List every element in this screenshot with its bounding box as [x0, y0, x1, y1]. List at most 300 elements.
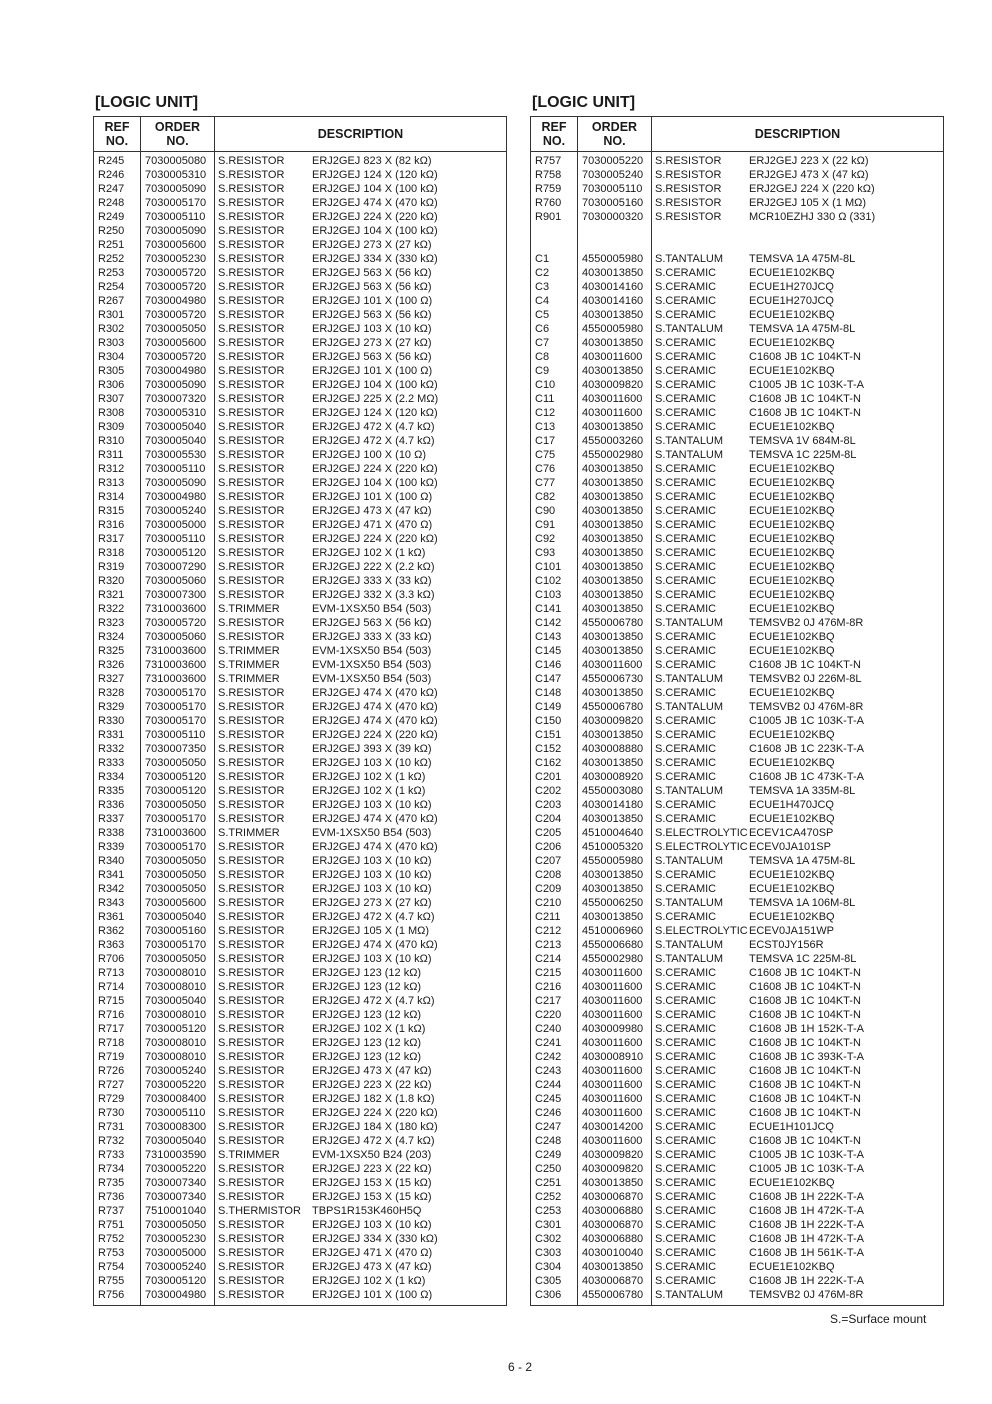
order-no-cell: 4030013850 — [582, 337, 644, 349]
order-no-cell: 7030005220 — [145, 1163, 207, 1175]
part-number-cell: C1608 JB 1C 104KT-N — [749, 659, 861, 671]
table-row — [94, 518, 506, 532]
part-number-cell: ECUE1H270JCQ — [749, 281, 834, 293]
ref-cell: C6 — [535, 323, 550, 335]
ref-cell: R753 — [98, 1247, 125, 1259]
part-number-cell: ECUE1E102KBQ — [749, 869, 835, 881]
ref-cell: R301 — [98, 309, 125, 321]
order-no-cell: 7030005110 — [145, 463, 206, 475]
part-number-cell: ERJ2GEJ 473 X (47 kΩ) — [312, 505, 432, 517]
table-row — [531, 1022, 943, 1036]
ref-cell: R333 — [98, 757, 125, 769]
right-parts-table — [530, 116, 944, 1306]
ref-cell: C211 — [535, 911, 561, 923]
part-number-cell: EVM-1XSX50 B54 (503) — [312, 827, 432, 839]
order-no-cell: 7310003600 — [145, 659, 207, 671]
order-no-cell: 7030005090 — [145, 477, 207, 489]
table-body — [94, 154, 506, 1302]
ref-cell: R328 — [98, 687, 125, 699]
order-no-cell: 7030007340 — [145, 1177, 207, 1189]
part-number-cell: ERJ2GEJ 823 X (82 kΩ) — [312, 155, 432, 167]
order-no-cell: 7030005720 — [145, 281, 207, 293]
ref-cell: C3 — [535, 281, 550, 293]
table-row — [94, 644, 506, 658]
order-no-cell: 7030005120 — [145, 785, 207, 797]
order-no-cell: 4030014180 — [582, 799, 644, 811]
order-no-cell: 7030005040 — [145, 421, 207, 433]
table-row — [94, 1134, 506, 1148]
part-number-cell: C1608 JB 1C 104KT-N — [749, 393, 861, 405]
table-row — [531, 700, 943, 714]
part-number-cell: TBPS1R153K460H5Q — [312, 1205, 422, 1217]
ref-cell: C1 — [535, 253, 550, 265]
table-row — [94, 742, 506, 756]
ref-cell: R245 — [98, 155, 125, 167]
ref-cell: C93 — [535, 547, 556, 559]
table-row — [531, 1120, 943, 1134]
order-no-cell: 7030005120 — [145, 771, 207, 783]
part-type-cell: S.CERAMIC — [655, 1023, 717, 1035]
order-no-cell: 4550003080 — [582, 785, 644, 797]
part-number-cell: ERJ2GEJ 472 X (4.7 kΩ) — [312, 995, 435, 1007]
part-type-cell: S.RESISTOR — [218, 1023, 285, 1035]
part-type-cell: S.RESISTOR — [218, 1121, 285, 1133]
part-number-cell: ERJ2GEJ 105 X (1 MΩ) — [749, 197, 867, 209]
part-number-cell: ERJ2GEJ 224 X (220 kΩ) — [312, 1107, 438, 1119]
part-type-cell: S.RESISTOR — [218, 267, 285, 279]
table-row — [94, 574, 506, 588]
part-type-cell: S.RESISTOR — [218, 953, 285, 965]
order-no-cell: 4030014160 — [582, 281, 644, 293]
order-no-cell: 7030004980 — [145, 295, 207, 307]
order-no-cell: 7030005160 — [582, 197, 644, 209]
part-number-cell: ERJ2GEJ 100 X (10 Ω) — [312, 449, 426, 461]
order-no-cell: 4550006780 — [582, 701, 644, 713]
part-number-cell: ERJ2GEJ 224 X (220 kΩ) — [312, 211, 438, 223]
part-type-cell: S.CERAMIC — [655, 799, 717, 811]
order-no-cell: 7030005170 — [145, 813, 207, 825]
order-no-cell: 7030005240 — [145, 1065, 207, 1077]
part-number-cell: ERJ2GEJ 104 X (100 kΩ) — [312, 477, 438, 489]
part-type-cell: S.RESISTOR — [218, 183, 285, 195]
part-number-cell: ERJ2GEJ 332 X (3.3 kΩ) — [312, 589, 435, 601]
order-no-cell: 4030011600 — [582, 981, 643, 993]
part-type-cell: S.CERAMIC — [655, 1079, 717, 1091]
ref-cell: R727 — [98, 1079, 125, 1091]
part-type-cell: S.RESISTOR — [218, 421, 285, 433]
ref-cell: C253 — [535, 1205, 562, 1217]
part-type-cell: S.CERAMIC — [655, 687, 717, 699]
order-no-cell: 4550003260 — [582, 435, 644, 447]
ref-cell: C303 — [535, 1247, 562, 1259]
part-type-cell: S.RESISTOR — [218, 435, 285, 447]
part-number-cell: C1608 JB 1C 104KT-N — [749, 1037, 861, 1049]
table-row — [94, 462, 506, 476]
order-no-cell: 7030005310 — [145, 407, 207, 419]
ref-cell: C243 — [535, 1065, 562, 1077]
table-row — [94, 1232, 506, 1246]
part-type-cell: S.CERAMIC — [655, 995, 717, 1007]
part-type-cell: S.CERAMIC — [655, 757, 717, 769]
surface-mount-footnote: S.=Surface mount — [830, 1312, 927, 1326]
order-no-cell: 4030013850 — [582, 309, 644, 321]
ref-cell: R304 — [98, 351, 125, 363]
part-number-cell: TEMSVA 1A 475M-8L — [749, 855, 856, 867]
part-number-cell: C1608 JB 1H 561K-T-A — [749, 1247, 864, 1259]
part-number-cell: C1608 JB 1C 104KT-N — [749, 995, 861, 1007]
part-number-cell: ERJ2GEJ 123 (12 kΩ) — [312, 967, 422, 979]
part-number-cell: EVM-1XSX50 B54 (503) — [312, 659, 432, 671]
part-number-cell: EVM-1XSX50 B54 (503) — [312, 673, 432, 685]
part-number-cell: ERJ2GEJ 103 X (10 kΩ) — [312, 869, 432, 881]
part-type-cell: S.CERAMIC — [655, 491, 717, 503]
ref-cell: R267 — [98, 295, 125, 307]
left-section-title: [LOGIC UNIT] — [95, 94, 199, 111]
ref-cell: C13 — [535, 421, 556, 433]
ref-cell: R718 — [98, 1037, 125, 1049]
order-no-cell: 4030006880 — [582, 1233, 644, 1245]
part-type-cell: S.CERAMIC — [655, 477, 717, 489]
ref-cell: R312 — [98, 463, 125, 475]
ref-cell: C251 — [535, 1177, 562, 1189]
part-type-cell: S.RESISTOR — [218, 337, 285, 349]
ref-cell: C204 — [535, 813, 562, 825]
order-no-cell: 7030005170 — [145, 715, 207, 727]
table-row — [94, 700, 506, 714]
order-no-cell: 7030005170 — [145, 687, 207, 699]
part-number-cell: ECUE1E102KBQ — [749, 1177, 835, 1189]
order-no-cell: 7030005120 — [145, 547, 207, 559]
order-no-cell: 4030008920 — [582, 771, 644, 783]
ref-cell: C240 — [535, 1023, 562, 1035]
part-number-cell: ECUE1H101JCQ — [749, 1121, 834, 1133]
part-type-cell: S.RESISTOR — [218, 631, 285, 643]
part-number-cell: ECUE1E102KBQ — [749, 491, 835, 503]
table-row — [531, 518, 943, 532]
ref-cell: R316 — [98, 519, 125, 531]
table-row — [531, 350, 943, 364]
order-no-cell: 4550005980 — [582, 253, 644, 265]
part-type-cell: S.RESISTOR — [218, 1219, 285, 1231]
ref-cell: C148 — [535, 687, 562, 699]
part-type-cell: S.CERAMIC — [655, 421, 717, 433]
part-type-cell: S.CERAMIC — [655, 1135, 717, 1147]
ref-cell: C209 — [535, 883, 562, 895]
order-no-cell: 7030005090 — [145, 183, 207, 195]
table-row — [531, 266, 943, 280]
part-number-cell: ERJ2GEJ 102 X (1 kΩ) — [312, 547, 426, 559]
order-no-cell: 7030005170 — [145, 939, 207, 951]
order-no-cell: 4030013850 — [582, 477, 644, 489]
part-type-cell: S.RESISTOR — [218, 785, 285, 797]
ref-cell: R752 — [98, 1233, 125, 1245]
description-header: DESCRIPTION — [317, 127, 404, 141]
part-number-cell: C1608 JB 1C 104KT-N — [749, 1065, 861, 1077]
table-row — [94, 1190, 506, 1204]
ref-cell: C244 — [535, 1079, 562, 1091]
part-number-cell: ERJ2GEJ 473 X (47 kΩ) — [749, 169, 869, 181]
part-type-cell: S.RESISTOR — [218, 715, 285, 727]
order-no-cell: 4030011600 — [582, 407, 643, 419]
ref-no-header: REF NO. — [541, 120, 567, 148]
table-row — [94, 560, 506, 574]
part-number-cell: ERJ2GEJ 124 X (120 kΩ) — [312, 407, 438, 419]
part-number-cell: TEMSVA 1A 335M-8L — [749, 785, 856, 797]
table-row — [531, 952, 943, 966]
part-number-cell: ERJ2GEJ 563 X (56 kΩ) — [312, 309, 432, 321]
table-row — [531, 336, 943, 350]
table-row — [94, 896, 506, 910]
table-row — [94, 1162, 506, 1176]
order-no-cell: 4030006880 — [582, 1205, 644, 1217]
ref-cell: C306 — [535, 1289, 562, 1301]
ref-cell: R329 — [98, 701, 125, 713]
table-row — [94, 1120, 506, 1134]
part-number-cell: TEMSVB2 0J 226M-8L — [749, 673, 862, 685]
part-type-cell: S.TRIMMER — [218, 827, 280, 839]
part-number-cell: ERJ2GEJ 102 X (1 kΩ) — [312, 1275, 426, 1287]
order-no-cell: 7030007300 — [145, 589, 207, 601]
part-number-cell: ECUE1E102KBQ — [749, 365, 835, 377]
part-number-cell: C1608 JB 1C 104KT-N — [749, 351, 861, 363]
table-row — [531, 882, 943, 896]
part-type-cell: S.RESISTOR — [218, 841, 285, 853]
part-type-cell: S.RESISTOR — [218, 925, 285, 937]
order-no-cell: 7030005230 — [145, 1233, 207, 1245]
order-no-cell: 7030005600 — [145, 337, 207, 349]
part-type-cell: S.RESISTOR — [218, 533, 285, 545]
order-no-cell: 7030005060 — [145, 631, 207, 643]
part-number-cell: ERJ2GEJ 102 X (1 kΩ) — [312, 771, 426, 783]
table-row — [531, 686, 943, 700]
part-type-cell: S.CERAMIC — [655, 883, 717, 895]
table-row — [531, 378, 943, 392]
ref-cell: C201 — [535, 771, 562, 783]
ref-cell: R322 — [98, 603, 125, 615]
ref-cell: C10 — [535, 379, 556, 391]
order-no-cell: 7030005220 — [145, 1079, 207, 1091]
ref-cell: R714 — [98, 981, 125, 993]
order-no-cell: 4030013850 — [582, 421, 644, 433]
table-row — [94, 882, 506, 896]
table-row — [531, 280, 943, 294]
ref-cell: R320 — [98, 575, 125, 587]
part-type-cell: S.RESISTOR — [218, 1009, 285, 1021]
order-no-cell: 7030005720 — [145, 617, 207, 629]
table-row — [531, 980, 943, 994]
order-no-cell: 4030008910 — [582, 1051, 644, 1063]
table-row — [94, 1022, 506, 1036]
part-type-cell: S.CERAMIC — [655, 1163, 717, 1175]
order-no-cell: 7030008010 — [145, 1009, 207, 1021]
part-type-cell: S.CERAMIC — [655, 967, 717, 979]
ref-cell: C206 — [535, 841, 562, 853]
table-row — [531, 994, 943, 1008]
table-row — [94, 1092, 506, 1106]
order-no-cell: 4030014160 — [582, 295, 644, 307]
table-row — [531, 672, 943, 686]
ref-cell: R729 — [98, 1093, 125, 1105]
order-no-cell: 7030005230 — [145, 253, 207, 265]
ref-cell: R321 — [98, 589, 125, 601]
part-number-cell: C1005 JB 1C 103K-T-A — [749, 715, 864, 727]
order-no-cell: 7030007290 — [145, 561, 207, 573]
part-type-cell: S.RESISTOR — [218, 883, 285, 895]
ref-cell: C101 — [535, 561, 562, 573]
order-no-cell: 4510006960 — [582, 925, 644, 937]
table-row — [531, 224, 943, 238]
part-type-cell: S.RESISTOR — [218, 1107, 285, 1119]
part-number-cell: C1608 JB 1H 222K-T-A — [749, 1191, 864, 1203]
part-type-cell: S.RESISTOR — [218, 1079, 285, 1091]
order-no-cell: 4030013850 — [582, 505, 644, 517]
part-number-cell: ERJ2GEJ 103 X (10 kΩ) — [312, 1219, 432, 1231]
part-number-cell: ECUE1E102KBQ — [749, 631, 835, 643]
part-type-cell: S.RESISTOR — [218, 491, 285, 503]
ref-cell: C252 — [535, 1191, 562, 1203]
order-no-cell: 7030005110 — [145, 1107, 206, 1119]
table-row — [94, 784, 506, 798]
table-row — [94, 1106, 506, 1120]
table-row — [531, 1176, 943, 1190]
part-type-cell: S.RESISTOR — [218, 323, 285, 335]
order-no-cell: 4550002980 — [582, 449, 644, 461]
ref-cell: C208 — [535, 869, 562, 881]
part-number-cell: TEMSVB2 0J 476M-8R — [749, 617, 864, 629]
part-type-cell: S.CERAMIC — [655, 1107, 717, 1119]
part-number-cell: ERJ2GEJ 471 X (470 Ω) — [312, 1247, 433, 1259]
part-type-cell: S.CERAMIC — [655, 337, 717, 349]
part-type-cell: S.RESISTOR — [218, 281, 285, 293]
order-no-cell: 7030005600 — [145, 239, 207, 251]
ref-cell: R330 — [98, 715, 125, 727]
part-number-cell: C1608 JB 1C 473K-T-A — [749, 771, 864, 783]
part-number-cell: C1608 JB 1H 472K-T-A — [749, 1205, 864, 1217]
table-row — [94, 1050, 506, 1064]
part-number-cell: ERJ2GEJ 223 X (22 kΩ) — [749, 155, 869, 167]
ref-cell: R719 — [98, 1051, 125, 1063]
table-row — [531, 1246, 943, 1260]
part-type-cell: S.TANTALUM — [655, 449, 724, 461]
table-row — [94, 770, 506, 784]
part-type-cell: S.CERAMIC — [655, 729, 717, 741]
ref-cell: R706 — [98, 953, 125, 965]
table-row — [531, 322, 943, 336]
order-no-cell: 4030013850 — [582, 729, 644, 741]
part-type-cell: S.RESISTOR — [218, 463, 285, 475]
part-number-cell: C1608 JB 1C 223K-T-A — [749, 743, 864, 755]
table-row — [94, 434, 506, 448]
table-row — [94, 532, 506, 546]
order-no-cell: 7030005220 — [582, 155, 644, 167]
part-number-cell: ECUE1E102KBQ — [749, 645, 835, 657]
order-no-cell: 4030011600 — [582, 967, 643, 979]
part-number-cell: ERJ2GEJ 104 X (100 kΩ) — [312, 379, 438, 391]
ref-no-header: REF NO. — [104, 120, 130, 148]
table-row — [94, 504, 506, 518]
ref-cell: R335 — [98, 785, 125, 797]
table-header — [94, 117, 506, 152]
ref-cell: C102 — [535, 575, 562, 587]
part-type-cell: S.RESISTOR — [218, 211, 285, 223]
part-type-cell: S.TRIMMER — [218, 603, 280, 615]
order-no-cell: 7030005120 — [145, 1023, 207, 1035]
ref-cell: R308 — [98, 407, 125, 419]
table-row — [531, 1148, 943, 1162]
ref-cell: R361 — [98, 911, 125, 923]
part-number-cell: ECUE1E102KBQ — [749, 883, 835, 895]
order-no-cell: 7030005050 — [145, 869, 207, 881]
ref-cell: C12 — [535, 407, 556, 419]
part-type-cell: S.CERAMIC — [655, 813, 717, 825]
part-type-cell: S.TRIMMER — [218, 673, 280, 685]
part-type-cell: S.ELECTROLYTIC — [655, 841, 748, 853]
part-type-cell: S.RESISTOR — [218, 911, 285, 923]
ref-cell: R751 — [98, 1219, 125, 1231]
table-row — [94, 994, 506, 1008]
table-row — [94, 1064, 506, 1078]
part-type-cell: S.CERAMIC — [655, 1247, 717, 1259]
part-type-cell: S.CERAMIC — [655, 533, 717, 545]
order-no-cell: 7030005110 — [145, 729, 206, 741]
part-type-cell: S.RESISTOR — [218, 589, 285, 601]
table-row — [94, 602, 506, 616]
part-number-cell: ERJ2GEJ 123 (12 kΩ) — [312, 1037, 422, 1049]
ref-cell: C247 — [535, 1121, 562, 1133]
part-number-cell: C1608 JB 1H 152K-T-A — [749, 1023, 864, 1035]
part-type-cell: S.RESISTOR — [218, 449, 285, 461]
part-type-cell: S.TRIMMER — [218, 645, 280, 657]
part-type-cell: S.RESISTOR — [218, 197, 285, 209]
ref-cell: R302 — [98, 323, 125, 335]
part-type-cell: S.ELECTROLYTIC — [655, 925, 748, 937]
table-row — [531, 364, 943, 378]
part-type-cell: S.CERAMIC — [655, 1037, 717, 1049]
part-type-cell: S.CERAMIC — [655, 743, 717, 755]
order-no-cell: 7310003600 — [145, 603, 207, 615]
part-type-cell: S.RESISTOR — [218, 743, 285, 755]
order-no-cell: 7030008010 — [145, 967, 207, 979]
table-row — [531, 1288, 943, 1302]
order-no-cell: 7030005000 — [145, 1247, 207, 1259]
order-no-cell: 7030005720 — [145, 309, 207, 321]
order-no-cell: 4030013850 — [582, 519, 644, 531]
ref-cell: C142 — [535, 617, 562, 629]
part-type-cell: S.CERAMIC — [655, 351, 717, 363]
ref-cell: R248 — [98, 197, 125, 209]
part-type-cell: S.RESISTOR — [218, 729, 285, 741]
part-number-cell: EVM-1XSX50 B24 (203) — [312, 1149, 432, 1161]
part-number-cell: ECUE1E102KBQ — [749, 337, 835, 349]
order-no-cell: 4030013850 — [582, 1261, 644, 1273]
order-no-cell: 7030005240 — [145, 505, 207, 517]
table-row — [94, 756, 506, 770]
ref-cell: R755 — [98, 1275, 125, 1287]
order-no-cell: 7030007340 — [145, 1191, 207, 1203]
table-row — [94, 840, 506, 854]
part-number-cell: ECUE1E102KBQ — [749, 547, 835, 559]
ref-cell: R732 — [98, 1135, 125, 1147]
table-row — [94, 798, 506, 812]
part-type-cell: S.TANTALUM — [655, 253, 724, 265]
part-number-cell: ECUE1E102KBQ — [749, 519, 835, 531]
ref-cell: C245 — [535, 1093, 562, 1105]
ref-cell: R730 — [98, 1107, 125, 1119]
table-row — [94, 364, 506, 378]
table-row — [531, 714, 943, 728]
ref-cell: R717 — [98, 1023, 125, 1035]
ref-cell: R311 — [98, 449, 124, 461]
